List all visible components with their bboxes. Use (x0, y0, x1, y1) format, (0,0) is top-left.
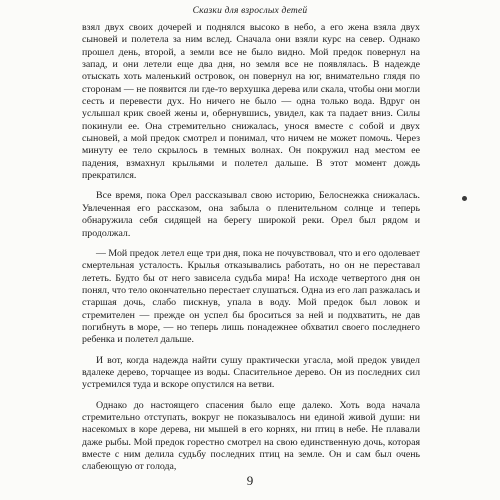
paragraph-2: Все время, пока Орел рассказывал свою историю, Белоснежка снижалась. Увлеченная его рассказом, она забыла о пленительном солнце и теперь обнаружила себя сидящей на берегу широкой реки. Орел был рядом и продолжал. (82, 190, 420, 239)
ink-smudge-mark (462, 196, 467, 201)
paragraph-3: — Мой предок летел еще три дня, пока не почувствовал, что и его одолевает смертельная усталость. Крылья отказывались работать, но он не переставал лететь. Будто бы от него зависела судьба мира! На исходе четвертого дня он понял, что тело окончательно перестает слушаться. Одна из его лап разжалась и старшая дочь, слабо пискнув, упала в воду. Мой предок был ловок и стремителен — прежде он успел бы броситься за ней и подхватить, не дав погибнуть в море, — но теперь лишь понадежнее обхватил своего последнего ребенка и полетел дальше. (82, 247, 420, 346)
page-number: 9 (246, 473, 254, 488)
paragraph-1: взял двух своих дочерей и поднялся высоко в небо, а его жена взяла двух сыновей и полетела за ним вслед. Сначала они взяли курс на север. Однако прошел день, второй, а земли все не было видно. Мой предок повернул на запад, и они летели еще два дня, но земля все не появлялась. В надежде отыскать хоть маленький островок, он повернул на юг, внимательно глядя по сторонам — не появится ли где-то верхушка дерева или скала, чтобы они могли сесть и перевести дух. Но ничего не было — одна только вода. Вдруг он услышал крик своей жены и, обернувшись, увидел, как та падает вниз. Силы покинули ее. Она стремительно снижалась, унося вместе с собой и двух сыновей, а мой предок смотрел и понимал, что ничем не может помочь. Через минуту ее тело скрылось в темных волнах. Он покружил над местом ее падения, взмахнул крыльями и полетел дальше. В этот момент дождь прекратился. (82, 22, 420, 182)
page-body-text (82, 22, 420, 482)
paragraph-5: Однако до настоящего спасения было еще далеко. Хоть вода начала стремительно отступать, вокруг не показывалось ни единой живой души: ни насекомых в коре дерева, ни мышей в его корнях, ни птиц в небе. Не плавали даже рыбы. Мой предок горестно смотрел на свою единственную дочь, которая вместе с ним делила судьбу последних птиц на земле. Он и сам был очень слабеющую от голода, (82, 399, 420, 473)
paragraph-4: И вот, когда надежда найти сушу практически угасла, мой предок увидел вдалеке дерево, торчащее из воды. Спасительное дерево. Он из последних сил устремился туда и вскоре опустился на ветви. (82, 354, 420, 391)
running-title: Сказки для взрослых детей (192, 6, 308, 16)
